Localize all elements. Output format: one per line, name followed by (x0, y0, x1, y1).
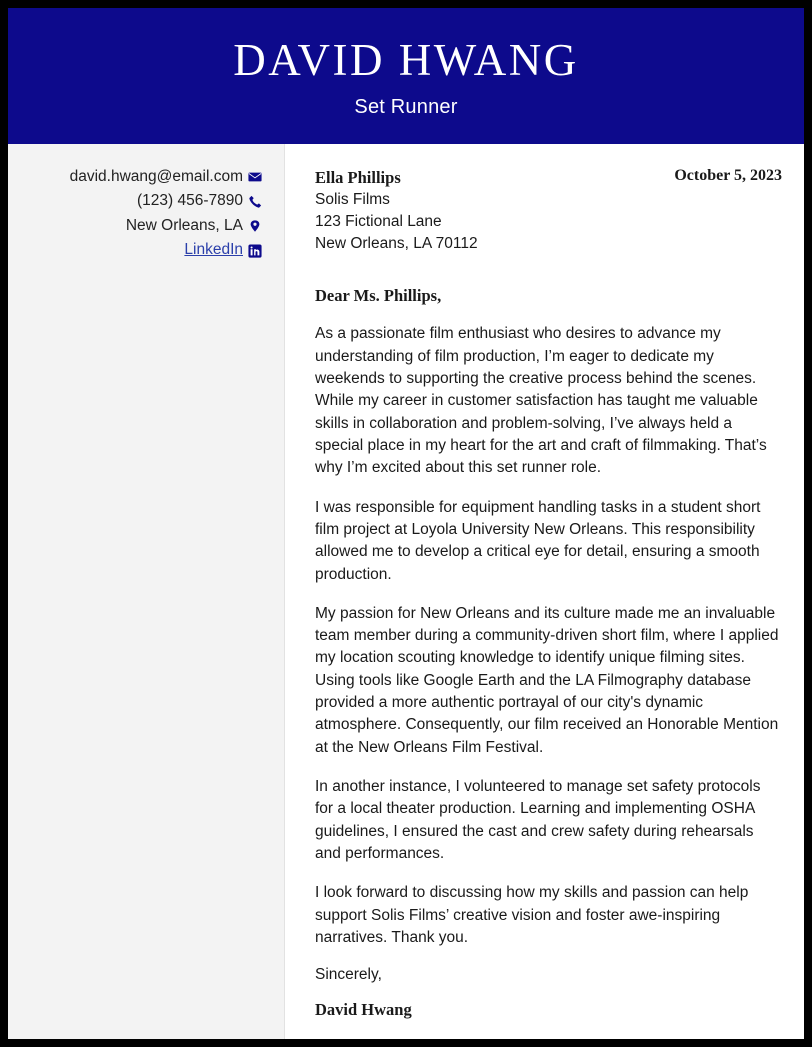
contact-email (18, 166, 262, 188)
letter-paragraph: My passion for New Orleans and its culture made me an invaluable team member during a community-driven short film, where I applied my location scouting knowledge to identify unique filming sites. Using tools like Google Earth and the LA Filmography database provided a more authentic portrayal of our city's dynamic atmosphere. Consequently, our film received an Honorable Mention at the New Orleans Film Festival. (315, 604, 779, 756)
contact-sidebar (8, 144, 285, 1039)
contact-linkedin[interactable] (18, 239, 262, 261)
location-pin-icon (248, 219, 262, 233)
contact-location-text: New Orleans, LA (125, 216, 243, 234)
letter-paragraph: I look forward to discussing how my skills and passion can help support Solis Films’ creative vision and foster awe-inspiring narratives. Thank you. (315, 884, 749, 946)
recipient-city-state-zip: New Orleans, LA 70112 (315, 235, 478, 253)
contact-email-text: david.hwang@email.com (69, 168, 243, 185)
letter-main (285, 144, 804, 1039)
salutation: Dear Ms. Phillips, (315, 286, 442, 306)
contact-phone (18, 190, 262, 212)
letter-paragraph: I was responsible for equipment handling tasks in a student short film project at Loyola University New Orleans. This responsibility allowed me to develop a critical eye for detail, ensuring a smooth production. (315, 498, 761, 583)
phone-icon (248, 195, 262, 209)
linkedin-icon (248, 244, 262, 258)
letter-paragraph: As a passionate film enthusiast who desires to advance my understanding of film production, I’m eager to dedicate my weekends to supporting the creative process behind the scenes. While my career in customer satisfaction has taught me valuable skills in collaboration and problem-solving, I’ve always held a special place in my heart for the art and craft of filmmaking. That’s why I’m excited about this set runner role. (315, 325, 767, 477)
envelope-icon (248, 170, 262, 184)
signature-name: David Hwang (315, 1000, 412, 1020)
letter-date: October 5, 2023 (674, 167, 782, 184)
job-title: Set Runner (354, 96, 458, 119)
letter-body (8, 144, 804, 1039)
cover-letter-page (8, 8, 804, 1039)
page-title: DAVID HWANG (233, 34, 579, 85)
recipient-street: 123 Fictional Lane (315, 213, 442, 231)
contact-list (18, 166, 262, 262)
linkedin-link[interactable]: LinkedIn (184, 241, 243, 259)
letter-paragraph: In another instance, I volunteered to manage set safety protocols for a local theater production. Learning and implementing OSHA guidelines, I ensured the cast and crew safety during rehearsals and performances. (315, 778, 761, 862)
contact-phone-text: (123) 456-7890 (137, 192, 243, 210)
recipient-row (315, 166, 782, 255)
recipient-company: Solis Films (315, 191, 390, 209)
letter-header-banner (8, 8, 804, 144)
contact-location (18, 215, 262, 237)
recipient-block (315, 166, 478, 255)
recipient-name: Ella Phillips (315, 168, 401, 187)
closing-text: Sincerely, (315, 966, 382, 984)
